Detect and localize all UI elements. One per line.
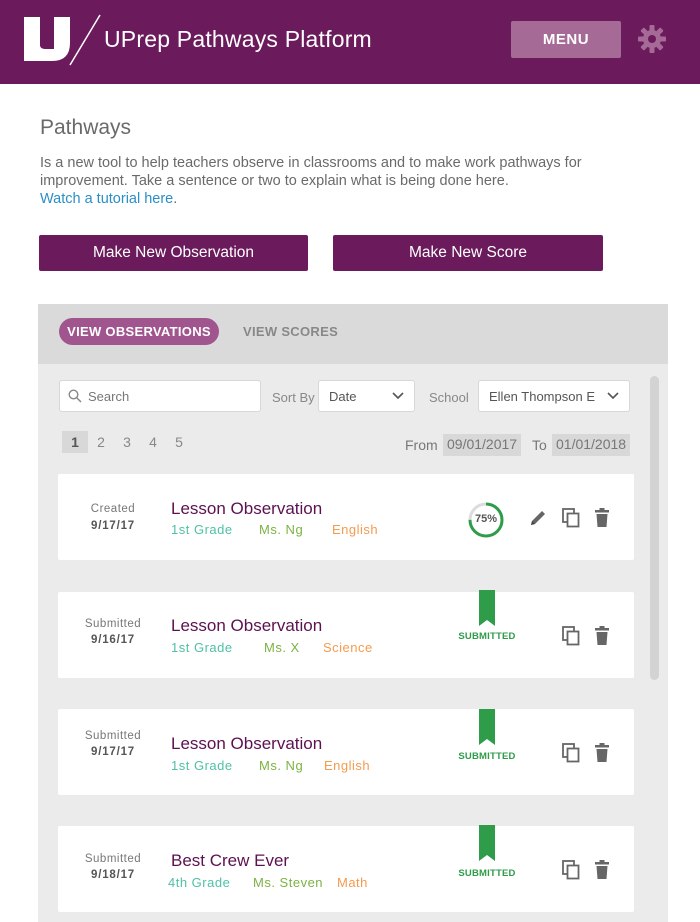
card-subject: English bbox=[332, 522, 379, 537]
school-select[interactable] bbox=[478, 380, 630, 412]
make-new-observation-button[interactable]: Make New Observation bbox=[39, 235, 308, 271]
observation-card[interactable] bbox=[58, 709, 634, 795]
trash-icon[interactable] bbox=[592, 859, 612, 881]
search-input[interactable] bbox=[59, 380, 261, 412]
page-4[interactable]: 4 bbox=[149, 434, 157, 450]
uprep-logo-icon[interactable] bbox=[24, 17, 70, 61]
trash-icon[interactable] bbox=[592, 507, 612, 529]
card-title[interactable]: Lesson Observation bbox=[171, 616, 323, 635]
sort-by-value: Date bbox=[329, 389, 357, 404]
card-title[interactable]: Lesson Observation bbox=[171, 499, 323, 518]
submitted-ribbon-icon bbox=[479, 709, 495, 745]
card-status: Submitted bbox=[84, 618, 142, 630]
page-1[interactable]: 1 bbox=[62, 431, 88, 453]
intro-description: Is a new tool to help teachers observe in classrooms and to make work pathways for improvement. Take a sentence or two to explain what is being done here. bbox=[40, 155, 582, 189]
tutorial-link[interactable]: Watch a tutorial here bbox=[40, 191, 174, 207]
edit-pencil-icon[interactable] bbox=[528, 508, 548, 530]
observation-card[interactable] bbox=[58, 826, 634, 912]
copy-icon[interactable] bbox=[561, 742, 581, 764]
school-value: Ellen Thompson E bbox=[489, 389, 595, 404]
submitted-badge: SUBMITTED bbox=[458, 751, 516, 762]
menu-button[interactable]: MENU bbox=[511, 21, 621, 58]
card-grade: 4th Grade bbox=[168, 875, 231, 890]
card-title[interactable]: Best Crew Ever bbox=[171, 851, 290, 870]
page-5[interactable]: 5 bbox=[175, 434, 183, 450]
submitted-badge: SUBMITTED bbox=[458, 868, 516, 879]
card-grade: 1st Grade bbox=[171, 640, 233, 655]
copy-icon[interactable] bbox=[561, 507, 581, 529]
page-title: Pathways bbox=[40, 116, 132, 139]
sort-by-select[interactable] bbox=[318, 380, 415, 412]
submitted-badge: SUBMITTED bbox=[458, 631, 516, 642]
tab-view-scores[interactable]: VIEW SCORES bbox=[243, 324, 339, 339]
sort-by-label: Sort By bbox=[272, 390, 315, 405]
chevron-down-icon bbox=[392, 392, 404, 400]
top-bar bbox=[0, 0, 700, 84]
card-subject: Science bbox=[323, 640, 373, 655]
card-status: Submitted bbox=[84, 853, 142, 865]
app-title: UPrep Pathways Platform bbox=[104, 26, 372, 52]
card-teacher: Ms. Steven bbox=[253, 875, 324, 890]
card-title[interactable]: Lesson Observation bbox=[171, 734, 323, 753]
gear-icon[interactable] bbox=[637, 24, 667, 54]
logo-divider bbox=[66, 14, 102, 66]
submitted-ribbon-icon bbox=[479, 825, 495, 861]
card-subject: English bbox=[324, 758, 371, 773]
panel-tabs bbox=[38, 304, 668, 364]
chevron-down-icon bbox=[607, 392, 619, 400]
tutorial-suffix: . bbox=[173, 191, 178, 207]
trash-icon[interactable] bbox=[592, 625, 612, 647]
card-subject: Math bbox=[337, 875, 368, 890]
from-date-field[interactable]: 09/01/2017 bbox=[443, 434, 521, 456]
card-date: 9/16/17 bbox=[91, 634, 135, 646]
progress-percent: 75% bbox=[474, 513, 498, 525]
copy-icon[interactable] bbox=[561, 859, 581, 881]
observation-card[interactable] bbox=[58, 474, 634, 560]
intro-text bbox=[40, 154, 650, 208]
tab-view-observations[interactable]: VIEW OBSERVATIONS bbox=[59, 318, 219, 345]
card-teacher: Ms. Ng bbox=[259, 522, 304, 537]
school-label: School bbox=[429, 390, 469, 405]
card-grade: 1st Grade bbox=[171, 758, 233, 773]
search-placeholder: Search bbox=[88, 389, 130, 404]
submitted-ribbon-icon bbox=[479, 590, 495, 626]
scrollbar[interactable] bbox=[650, 376, 659, 680]
card-date: 9/17/17 bbox=[91, 746, 135, 758]
card-teacher: Ms. X bbox=[264, 640, 300, 655]
observations-panel bbox=[38, 304, 668, 922]
from-label: From bbox=[405, 437, 438, 453]
card-status: Created bbox=[90, 503, 136, 515]
page-2[interactable]: 2 bbox=[97, 434, 105, 450]
to-label: To bbox=[532, 437, 547, 453]
search-icon bbox=[68, 389, 82, 403]
card-grade: 1st Grade bbox=[171, 522, 233, 537]
page-3[interactable]: 3 bbox=[123, 434, 131, 450]
card-teacher: Ms. Ng bbox=[259, 758, 304, 773]
make-new-score-button[interactable]: Make New Score bbox=[333, 235, 603, 271]
to-date-field[interactable]: 01/01/2018 bbox=[552, 434, 630, 456]
copy-icon[interactable] bbox=[561, 625, 581, 647]
card-date: 9/17/17 bbox=[91, 520, 135, 532]
observation-card[interactable] bbox=[58, 592, 634, 678]
pagination bbox=[62, 431, 192, 453]
trash-icon[interactable] bbox=[592, 742, 612, 764]
card-date: 9/18/17 bbox=[91, 869, 135, 881]
card-status: Submitted bbox=[84, 730, 142, 742]
